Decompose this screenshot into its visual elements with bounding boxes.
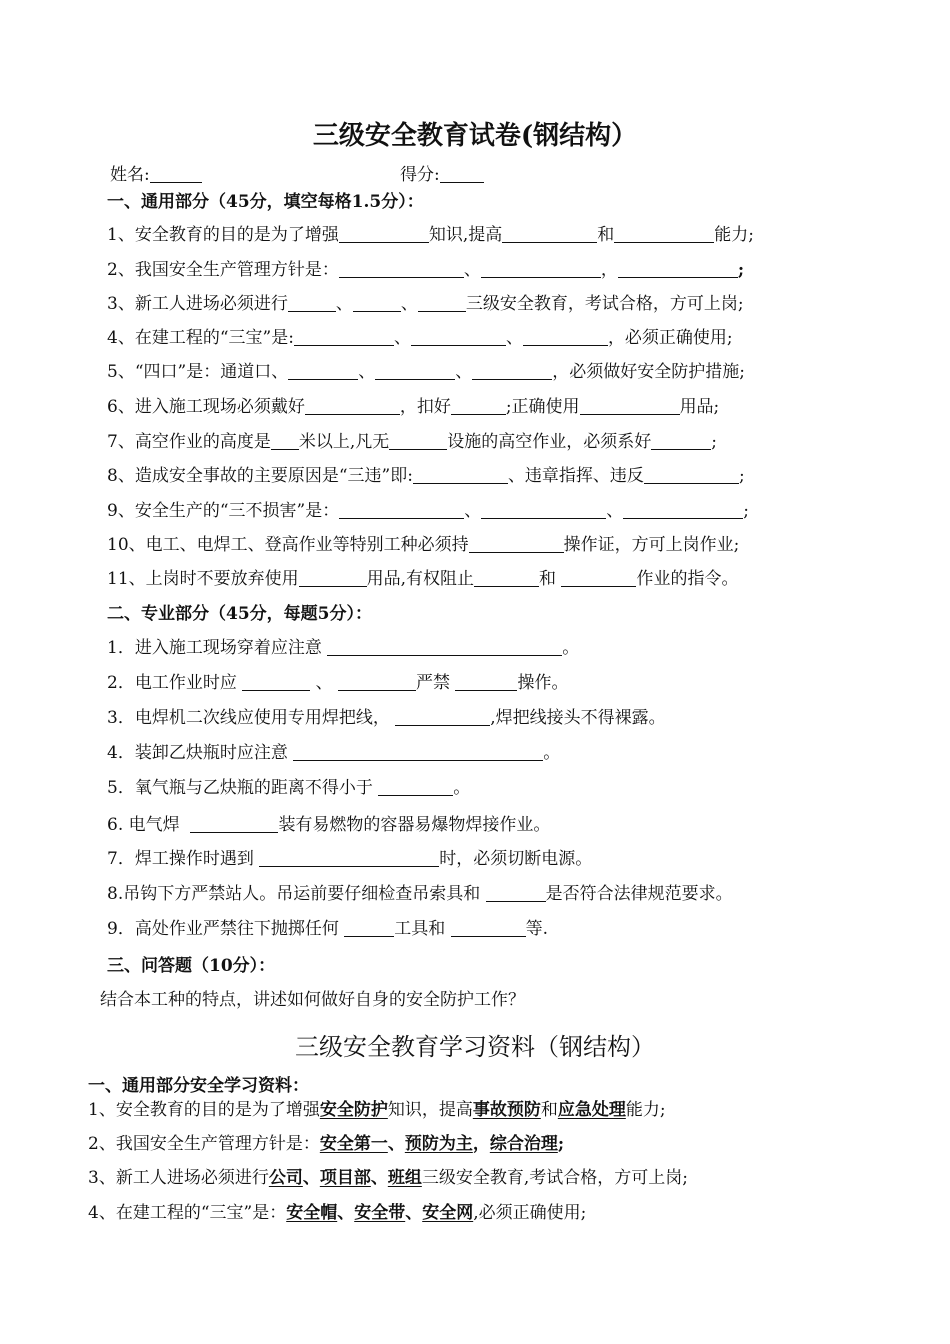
text: 11、上岗时不要放弃使用 xyxy=(107,569,299,589)
s2-question-3 xyxy=(107,706,666,730)
answer-blank[interactable] xyxy=(451,918,526,937)
answer-blank[interactable] xyxy=(327,637,562,656)
answer-blank[interactable] xyxy=(455,672,517,691)
text: 1．进入施工现场穿着应注意 xyxy=(107,638,322,658)
text: 。 xyxy=(543,743,561,763)
s1-question-3 xyxy=(107,292,744,316)
text: ,焊把线接头不得裸露。 xyxy=(490,708,666,728)
score-field xyxy=(400,163,484,187)
study-line-2 xyxy=(88,1132,564,1156)
s2-question-5 xyxy=(107,776,470,800)
text: ,必须正确使用; xyxy=(473,1203,587,1223)
text: 、 xyxy=(302,1168,320,1188)
text: 和 xyxy=(540,1100,558,1120)
answer-blank[interactable] xyxy=(288,361,358,380)
s2-question-4 xyxy=(107,741,560,765)
answer: 班组 xyxy=(387,1168,422,1188)
exam-title: 三级安全教育试卷(钢结构） xyxy=(312,121,638,151)
answer-blank[interactable] xyxy=(561,568,636,587)
answer: 综合治理 xyxy=(489,1134,558,1154)
text: 能力; xyxy=(714,225,754,245)
score-blank[interactable] xyxy=(440,164,484,183)
s2-question-9 xyxy=(107,917,548,941)
name-blank[interactable] xyxy=(150,164,202,183)
s1-question-11 xyxy=(107,567,738,591)
text: ， xyxy=(600,260,618,280)
s1-question-8 xyxy=(107,464,745,488)
answer-blank[interactable] xyxy=(259,848,439,867)
name-label: 姓名: xyxy=(110,165,150,185)
text: 用品; xyxy=(679,397,720,417)
text: 三级安全教育，考试合格，方可上岗; xyxy=(465,294,744,314)
study-heading: 一、通用部分安全学习资料： xyxy=(88,1076,309,1096)
answer-blank[interactable] xyxy=(486,883,546,902)
study-title: 三级安全教育学习资料（钢结构） xyxy=(295,1033,655,1061)
answer-blank[interactable] xyxy=(288,293,336,312)
section1-heading: 一、通用部分（45分，填空每格1.5分）： xyxy=(107,192,424,212)
answer-blank[interactable] xyxy=(623,500,743,519)
answer-blank[interactable] xyxy=(469,534,564,553)
text: ; xyxy=(738,466,745,486)
text: 和 xyxy=(539,569,557,589)
answer: 预防为主 xyxy=(404,1134,473,1154)
study-line-3 xyxy=(88,1166,688,1190)
text: 等. xyxy=(525,919,549,939)
text: 、 xyxy=(337,1203,355,1223)
answer-blank[interactable] xyxy=(523,327,608,346)
answer: 项目部 xyxy=(319,1168,371,1188)
text: 7．焊工操作时遇到 xyxy=(107,849,254,869)
answer: 事故预防 xyxy=(472,1100,541,1120)
answer-blank[interactable] xyxy=(395,707,490,726)
answer-blank[interactable] xyxy=(614,224,714,243)
answer-blank[interactable] xyxy=(644,465,739,484)
answer-blank[interactable] xyxy=(271,431,299,450)
text: ; xyxy=(711,432,717,452)
answer-blank[interactable] xyxy=(378,777,453,796)
answer-blank[interactable] xyxy=(481,259,601,278)
s2-question-7 xyxy=(107,847,592,871)
answer-blank[interactable] xyxy=(339,500,464,519)
text: 知识，提高 xyxy=(387,1100,473,1120)
answer-blank[interactable] xyxy=(339,224,429,243)
score-label: 得分: xyxy=(400,165,440,185)
answer-blank[interactable] xyxy=(305,396,400,415)
text: 4、在建工程的“三宝”是： xyxy=(88,1203,287,1223)
text: 操作证，方可上岗作业; xyxy=(563,535,740,555)
answer-blank[interactable] xyxy=(375,361,455,380)
text: 、 xyxy=(405,1203,423,1223)
answer-blank[interactable] xyxy=(451,396,506,415)
text: 1、安全教育的目的是为了增强 xyxy=(107,225,339,245)
answer: 安全防护 xyxy=(319,1100,388,1120)
s2-question-1 xyxy=(107,636,579,660)
text: 、 xyxy=(358,362,376,382)
section2-heading: 二、专业部分（45分，每题5分）： xyxy=(107,604,372,624)
text: 7、高空作业的高度是 xyxy=(107,432,271,452)
s1-question-2 xyxy=(107,258,744,282)
s1-question-6 xyxy=(107,395,719,419)
text: 装有易燃物的容器易爆物焊接作业。 xyxy=(278,815,551,835)
answer-blank[interactable] xyxy=(502,224,597,243)
answer-blank[interactable] xyxy=(293,742,543,761)
text: 时，必须切断电源。 xyxy=(439,849,593,869)
text: 3、新工人进场必须进行 xyxy=(88,1168,269,1188)
text: ; xyxy=(557,1134,565,1154)
answer: 公司 xyxy=(268,1168,303,1188)
text: 9．高处作业严禁往下抛掷任何 xyxy=(107,919,339,939)
s1-question-9 xyxy=(107,499,749,523)
text: 8.吊钩下方严禁站人。吊运前要仔细检查吊索具和 xyxy=(107,884,481,904)
text: 8、造成安全事故的主要原因是“三违”即: xyxy=(107,466,413,486)
text: 3、新工人进场必须进行 xyxy=(107,294,288,314)
text: 。 xyxy=(562,638,580,658)
text: 、 xyxy=(464,501,482,521)
answer: 应急处理 xyxy=(557,1100,626,1120)
text: 9、安全生产的“三不损害”是： xyxy=(107,501,340,521)
text: 10、电工、电焊工、登高作业等特别工种必须持 xyxy=(107,535,469,555)
name-field xyxy=(110,163,202,187)
text: ，必须正确使用; xyxy=(607,328,733,348)
s1-question-5 xyxy=(107,360,745,384)
answer-blank[interactable] xyxy=(299,568,367,587)
s3-question: 结合本工种的特点，讲述如何做好自身的安全防护工作？ xyxy=(100,990,525,1010)
text: 是否符合法律规范要求。 xyxy=(545,884,733,904)
text: 、 xyxy=(335,294,353,314)
s1-question-1 xyxy=(107,223,754,247)
text: ; xyxy=(743,501,749,521)
answer-blank[interactable] xyxy=(651,431,711,450)
text: 1、安全教育的目的是为了增强 xyxy=(88,1100,320,1120)
answer: 安全第一 xyxy=(319,1134,388,1154)
text: 、 xyxy=(505,328,523,348)
answer-blank[interactable] xyxy=(242,672,310,691)
text: 3．电焊机二次线应使用专用焊把线， xyxy=(107,708,390,728)
text: 4、在建工程的“三宝”是: xyxy=(107,328,294,348)
text: ，必须做好安全防护措施; xyxy=(552,362,745,382)
text: 用品,有权阻止 xyxy=(366,569,475,589)
answer-blank[interactable] xyxy=(413,465,508,484)
text: 设施的高空作业，必须系好 xyxy=(447,432,652,452)
text: 能力; xyxy=(625,1100,666,1120)
text: 2、我国安全生产管理方针是： xyxy=(107,260,339,280)
answer-blank[interactable] xyxy=(389,431,447,450)
answer-blank[interactable] xyxy=(294,327,394,346)
text: 严禁 xyxy=(416,673,451,693)
answer-blank[interactable] xyxy=(580,396,680,415)
text: 6、进入施工现场必须戴好 xyxy=(107,397,305,417)
text: ;正确使用 xyxy=(505,397,580,417)
answer-blank[interactable] xyxy=(618,259,738,278)
text: ; xyxy=(737,260,745,280)
answer-blank[interactable] xyxy=(339,259,464,278)
answer-blank[interactable] xyxy=(418,293,466,312)
text: 、 xyxy=(455,362,473,382)
text: 米以上,凡无 xyxy=(298,432,390,452)
text: 三级安全教育,考试合格，方可上岗; xyxy=(421,1168,688,1188)
text: 、 xyxy=(370,1168,388,1188)
text: 2．电工作业时应 xyxy=(107,673,237,693)
section3-heading: 三、问答题（10分）： xyxy=(107,956,276,976)
text: 2、我国安全生产管理方针是： xyxy=(88,1134,320,1154)
text: 、 xyxy=(400,294,418,314)
text: 、 xyxy=(606,501,624,521)
answer-blank[interactable] xyxy=(338,672,416,691)
text: 、 xyxy=(315,673,333,693)
text: 5、“四口”是：通道口、 xyxy=(107,362,289,382)
text: ， xyxy=(472,1134,490,1154)
text: 工具和 xyxy=(394,919,446,939)
answer-blank[interactable] xyxy=(474,568,539,587)
s1-question-7 xyxy=(107,430,717,454)
answer-blank[interactable] xyxy=(411,327,506,346)
text: 4．装卸乙炔瓶时应注意 xyxy=(107,743,288,763)
text: 、 xyxy=(463,260,481,280)
answer-blank[interactable] xyxy=(472,361,552,380)
answer-blank[interactable] xyxy=(344,918,394,937)
s1-question-10 xyxy=(107,533,739,557)
s2-question-2 xyxy=(107,671,568,695)
text: 5．氧气瓶与乙炔瓶的距离不得小于 xyxy=(107,778,373,798)
study-line-4 xyxy=(88,1201,586,1225)
text: 、 xyxy=(387,1134,405,1154)
s1-question-4 xyxy=(107,326,733,350)
answer-blank[interactable] xyxy=(481,500,606,519)
text: 。 xyxy=(453,778,471,798)
text: 、违章指挥、违反 xyxy=(507,466,644,486)
answer: 安全带 xyxy=(354,1203,406,1223)
text: ，扣好 xyxy=(399,397,451,417)
answer-blank[interactable] xyxy=(190,814,278,833)
answer: 安全帽 xyxy=(286,1203,338,1223)
text: 、 xyxy=(393,328,411,348)
text: 操作。 xyxy=(517,673,569,693)
s2-question-6 xyxy=(107,813,550,837)
text: 和 xyxy=(597,225,615,245)
text: 6. 电气焊 xyxy=(107,815,180,835)
s2-question-8 xyxy=(107,882,733,906)
text: 作业的指令。 xyxy=(636,569,739,589)
answer: 安全网 xyxy=(422,1203,474,1223)
study-line-1 xyxy=(88,1098,666,1122)
answer-blank[interactable] xyxy=(353,293,401,312)
text: 知识,提高 xyxy=(428,225,503,245)
